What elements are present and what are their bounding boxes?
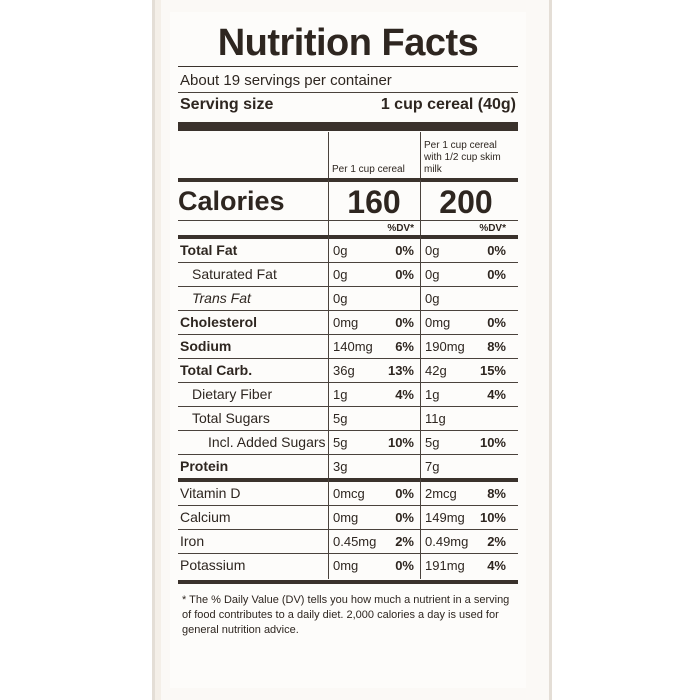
nutrient-dv-1: 0% <box>395 243 414 258</box>
nutrient-col-2 <box>420 432 512 454</box>
nutrient-col-2 <box>420 507 512 529</box>
column-rule-2 <box>420 132 421 178</box>
nutrient-name: Cholesterol <box>180 314 258 330</box>
nutrient-dv-2: 0% <box>487 243 506 258</box>
table-row <box>178 529 518 553</box>
nutrient-col-1 <box>328 264 420 286</box>
nutrient-amount-2: 191mg <box>425 558 465 573</box>
nutrient-name: Calcium <box>180 509 231 525</box>
nutrient-col-1 <box>328 507 420 529</box>
table-row <box>178 505 518 529</box>
heavy-divider <box>178 122 518 131</box>
nutrient-col-2 <box>420 408 512 430</box>
nutrient-col-1 <box>328 483 420 505</box>
nutrient-col-2 <box>420 456 512 478</box>
serving-size-label: Serving size <box>180 96 274 113</box>
nutrient-col-1 <box>328 531 420 553</box>
calories-rule-1 <box>328 180 329 222</box>
table-row <box>178 406 518 430</box>
nutrient-amount-2: 0g <box>425 291 440 306</box>
calories-value-2: 200 <box>439 184 493 220</box>
table-row <box>178 478 518 505</box>
dv-header-2-text: %DV* <box>479 223 506 234</box>
nutrient-name: Iron <box>180 533 205 549</box>
nutrient-col-1 <box>328 360 420 382</box>
nutrient-dv-1: 0% <box>395 558 414 573</box>
nutrient-col-2 <box>420 264 512 286</box>
nutrient-dv-1: 4% <box>395 387 414 402</box>
nutrient-col-2 <box>420 483 512 505</box>
nutrient-dv-2: 10% <box>479 510 506 525</box>
nutrient-name: Protein <box>180 458 229 474</box>
nutrient-dv-2: 0% <box>487 315 506 330</box>
table-row <box>178 235 518 262</box>
nutrient-col-1 <box>328 288 420 310</box>
page-title: Nutrition Facts <box>217 22 479 64</box>
nutrient-amount-1: 0g <box>333 267 348 282</box>
calories-col-1 <box>328 184 420 220</box>
nutrient-amount-2: 0g <box>425 267 440 282</box>
nutrient-name-text: Trans Fat <box>192 290 251 306</box>
nutrient-col-1 <box>328 456 420 478</box>
nutrient-amount-2: 5g <box>425 435 440 450</box>
column-header-1 <box>328 136 420 176</box>
nutrient-dv-2: 2% <box>487 534 506 549</box>
nutrient-amount-1: 0mg <box>333 510 359 525</box>
nutrient-name: Vitamin D <box>180 485 241 501</box>
nutrient-amount-2: 0.49mg <box>425 534 469 549</box>
nutrient-col-1 <box>328 336 420 358</box>
column-header-1-line1: Per 1 cup cereal <box>332 164 405 175</box>
nutrient-col-2 <box>420 360 512 382</box>
nutrient-name: Total Sugars <box>192 410 270 426</box>
nutrient-dv-1: 6% <box>395 339 414 354</box>
nutrient-name: Sodium <box>180 338 232 354</box>
nutrient-amount-1: 0g <box>333 243 348 258</box>
nutrient-amount-1: 0g <box>333 291 348 306</box>
nutrient-name: Saturated Fat <box>192 266 277 282</box>
nutrient-col-2 <box>420 288 512 310</box>
nutrient-amount-1: 1g <box>333 387 348 402</box>
table-row <box>178 310 518 334</box>
nutrient-amount-1: 5g <box>333 435 348 450</box>
nutrient-dv-2: 4% <box>487 558 506 573</box>
nutrient-amount-1: 3g <box>333 459 348 474</box>
nutrient-col-1 <box>328 555 420 577</box>
nutrient-col-2 <box>420 336 512 358</box>
calories-label: Calories <box>178 186 285 216</box>
nutrient-amount-2: 42g <box>425 363 447 378</box>
nutrient-amount-2: 0mg <box>425 315 451 330</box>
nutrient-dv-1: 2% <box>395 534 414 549</box>
table-row <box>178 358 518 382</box>
serving-size-row <box>178 93 518 118</box>
table-row <box>178 262 518 286</box>
column-rule-1 <box>328 132 329 178</box>
nutrient-amount-2: 7g <box>425 459 440 474</box>
nutrient-name: Total Fat <box>180 242 238 258</box>
nutrient-amount-2: 190mg <box>425 339 465 354</box>
nutrient-dv-2: 10% <box>479 435 506 450</box>
footnote-divider <box>178 580 518 584</box>
nutrient-dv-1: 0% <box>395 510 414 525</box>
nutrient-dv-1: 0% <box>395 267 414 282</box>
nutrient-dv-2: 8% <box>487 339 506 354</box>
calories-value-1: 160 <box>347 184 401 220</box>
nutrient-amount-1: 0mg <box>333 558 359 573</box>
nutrient-amount-2: 0g <box>425 243 440 258</box>
column-header-2-line1: Per 1 cup cereal <box>424 140 497 151</box>
daily-value-footnote: * The % Daily Value (DV) tells you how much a nutrient in a serving of food contributes to a daily diet. 2,000 calories a day is used for general nutrition advice. <box>182 594 510 636</box>
serving-size-value: 1 cup cereal (40g) <box>380 96 516 113</box>
nutrient-col-1 <box>328 312 420 334</box>
nutrient-name: Incl. Added Sugars <box>208 434 326 450</box>
nutrient-amount-1: 140mg <box>333 339 373 354</box>
table-row <box>178 430 518 454</box>
nutrient-col-2 <box>420 240 512 262</box>
daily-value-header-row <box>178 220 518 235</box>
column-headers <box>178 136 518 176</box>
column-header-spacer <box>178 136 328 176</box>
nutrient-col-1 <box>328 432 420 454</box>
table-row <box>178 334 518 358</box>
dv-header-spacer <box>178 222 328 235</box>
nutrient-name: Potassium <box>180 557 246 573</box>
nutrient-dv-2: 8% <box>487 486 506 501</box>
nutrient-dv-2: 15% <box>479 363 506 378</box>
nutrient-col-1 <box>328 384 420 406</box>
nutrient-amount-1: 0mg <box>333 315 359 330</box>
nutrient-name <box>178 287 328 309</box>
nutrient-dv-1: 0% <box>395 486 414 501</box>
nutrient-amount-2: 11g <box>425 411 446 426</box>
nutrient-name: Total Carb. <box>180 362 253 378</box>
nutrient-amount-2: 149mg <box>425 510 465 525</box>
table-row <box>178 553 518 577</box>
nutrient-dv-2: 0% <box>487 267 506 282</box>
table-row <box>178 454 518 478</box>
nutrient-dv-1: 10% <box>387 435 414 450</box>
nutrient-col-2 <box>420 312 512 334</box>
nutrient-amount-1: 0.45mg <box>333 534 377 549</box>
nutrient-amount-1: 0mcg <box>333 486 365 501</box>
nutrient-col-1 <box>328 408 420 430</box>
dv-header-2 <box>420 222 512 235</box>
servings-per-container: About 19 servings per container <box>180 72 392 89</box>
nutrient-col-2 <box>420 555 512 577</box>
column-header-2 <box>420 136 512 176</box>
nutrient-dv-1: 0% <box>395 315 414 330</box>
dv-header-1 <box>328 222 420 235</box>
nutrient-dv-2: 4% <box>487 387 506 402</box>
nutrition-facts-content <box>178 18 518 638</box>
title-divider <box>178 66 518 67</box>
dv-header-1-text: %DV* <box>387 223 414 234</box>
table-row <box>178 382 518 406</box>
nutrient-amount-2: 2mcg <box>425 486 457 501</box>
nutrient-dv-1: 13% <box>387 363 414 378</box>
nutrient-col-2 <box>420 531 512 553</box>
calories-rule-2 <box>420 180 421 222</box>
nutrient-amount-1: 36g <box>333 363 355 378</box>
nutrient-name: Dietary Fiber <box>192 386 273 402</box>
nutrient-col-2 <box>420 384 512 406</box>
nutrient-amount-2: 1g <box>425 387 440 402</box>
calories-col-2 <box>420 184 512 220</box>
table-row <box>178 286 518 310</box>
calories-row <box>178 178 518 220</box>
nutrient-col-1 <box>328 240 420 262</box>
column-header-2-line2: with 1/2 cup skim milk <box>424 152 501 175</box>
nutrient-amount-1: 5g <box>333 411 348 426</box>
